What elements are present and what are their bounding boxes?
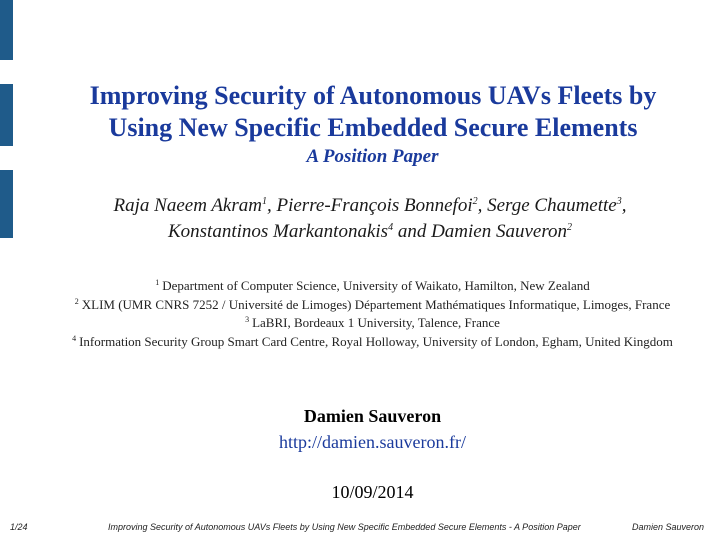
authors-line-1: [20, 193, 720, 219]
affiliation-item: [0, 333, 720, 352]
footer-title: Improving Security of Autonomous UAVs Fleets by Using New Specific Embedded Secure Elements - A Position Paper: [108, 522, 581, 532]
author-name: Serge Chaumette: [487, 195, 617, 216]
footer-author: Damien Sauveron: [631, 522, 704, 532]
affiliation-text: LaBRI, Bordeaux 1 University, Talence, France: [252, 315, 500, 330]
affiliation-text: Department of Computer Science, University of Waikato, Hamilton, New Zealand: [162, 278, 590, 293]
affiliation-number: 1: [155, 278, 160, 287]
author-affiliation-mark: 2: [472, 196, 478, 207]
affiliation-number: 4: [72, 333, 77, 343]
sidebar-accent-bar-top: [0, 0, 13, 60]
author-affiliation-mark: 1: [261, 196, 267, 207]
affiliation-number: 3: [245, 315, 250, 324]
slide-subtitle: A Position Paper: [306, 146, 439, 167]
author-affiliation-mark: 3: [616, 196, 622, 207]
author-separator: ,: [266, 195, 277, 216]
sidebar-accent-bar-bottom: [0, 170, 13, 238]
affiliation-item: [0, 277, 720, 296]
author-affiliation-mark: 2: [567, 222, 573, 233]
presenter-name: Damien Sauveron: [303, 406, 442, 426]
affiliation-text: Information Security Group Smart Card Centre, Royal Holloway, University of London, Egham, United Kingdom: [79, 333, 673, 349]
affiliations-list: [0, 277, 720, 351]
title-line-1: Improving Security of Autonomous UAVs Fleets by: [89, 81, 657, 110]
author-separator: and: [393, 221, 432, 242]
authors-line-2: [20, 219, 720, 245]
author-name: Pierre-François Bonnefoi: [276, 195, 473, 216]
presenter-url-link[interactable]: http://damien.sauveron.fr/: [279, 432, 466, 452]
affiliation-text: XLIM (UMR CNRS 7252 / Université de Limoges) Département Mathématiques Informatique, Limoges, France: [81, 296, 671, 312]
author-name: Konstantinos Markantonakis: [167, 221, 389, 242]
author-affiliation-mark: 4: [388, 222, 394, 233]
affiliation-item: [0, 296, 720, 315]
author-separator: ,: [477, 195, 488, 216]
presentation-date: 10/09/2014: [331, 482, 414, 502]
author-name: Raja Naeem Akram: [113, 195, 262, 216]
slide-title: [40, 80, 706, 144]
author-name: Damien Sauveron: [431, 221, 568, 242]
affiliation-item: [0, 314, 720, 333]
sidebar-accent-bar-middle: [0, 84, 13, 146]
affiliation-number: 2: [74, 296, 79, 306]
authors-block: [20, 193, 720, 245]
title-line-2: Using New Specific Embedded Secure Elements: [108, 113, 638, 142]
author-separator: ,: [621, 195, 627, 216]
footer-page-number: 1/24: [10, 522, 28, 532]
